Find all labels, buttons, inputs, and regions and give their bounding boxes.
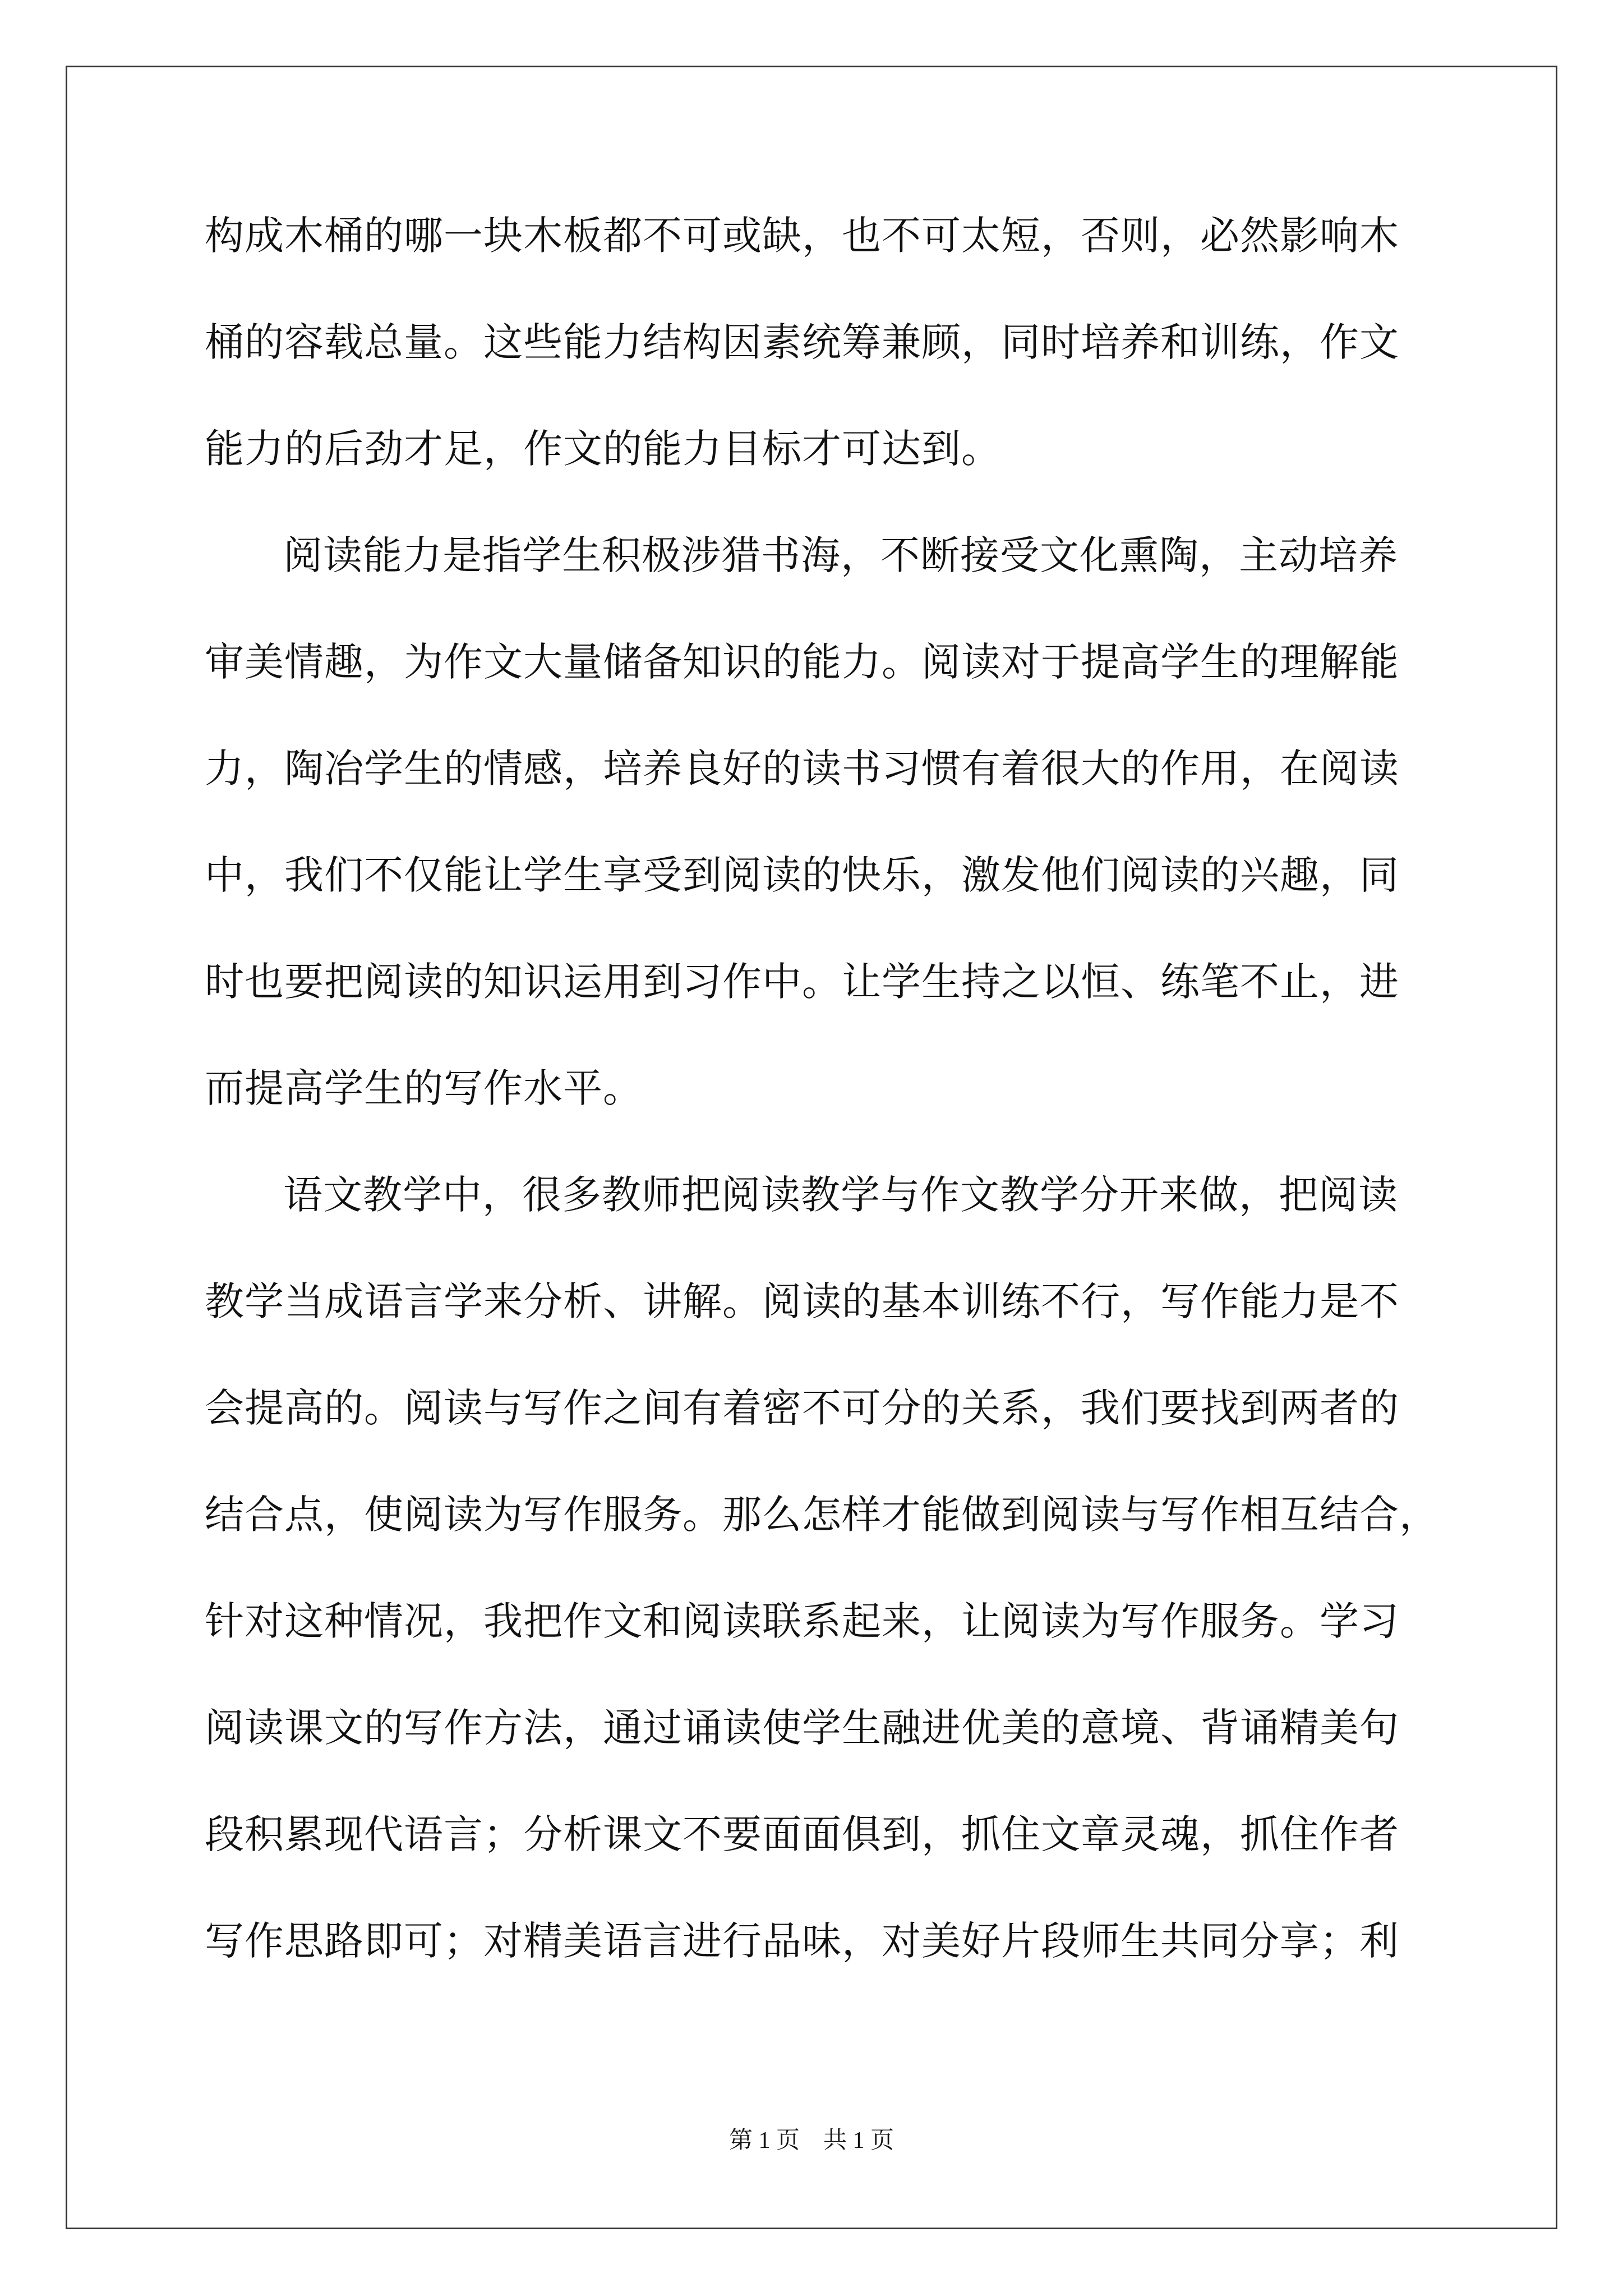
text-line: 会提高的。阅读与写作之间有着密不可分的关系，我们要找到两者的 bbox=[205, 1385, 1399, 1431]
text-line: 段积累现代语言；分析课文不要面面俱到，抓住文章灵魂，抓住作者 bbox=[205, 1811, 1399, 1857]
text-line: 中，我们不仅能让学生享受到阅读的快乐，激发他们阅读的兴趣，同 bbox=[205, 852, 1399, 898]
text-line: 而提高学生的写作水平。 bbox=[205, 1065, 643, 1111]
text-line: 审美情趣，为作文大量储备知识的能力。阅读对于提高学生的理解能 bbox=[205, 639, 1399, 685]
paragraph-start-line: 语文教学中，很多教师把阅读教学与作文教学分开来做，把阅读 bbox=[283, 1172, 1398, 1218]
text-line: 针对这种情况，我把作文和阅读联系起来，让阅读为写作服务。学习 bbox=[205, 1598, 1399, 1644]
text-line: 写作思路即可；对精美语言进行品味，对美好片段师生共同分享；利 bbox=[205, 1918, 1399, 1964]
text-line: 桶的容载总量。这些能力结构因素统筹兼顾，同时培养和训练，作文 bbox=[205, 319, 1399, 365]
text-line: 能力的后劲才足，作文的能力目标才可达到。 bbox=[205, 426, 1001, 472]
text-line: 力，陶冶学生的情感，培养良好的读书习惯有着很大的作用，在阅读 bbox=[205, 746, 1399, 792]
paragraph-start-line: 阅读能力是指学生积极涉猎书海，不断接受文化熏陶，主动培养 bbox=[283, 532, 1398, 578]
text-line: 阅读课文的写作方法，通过诵读使学生融进优美的意境、背诵精美句 bbox=[205, 1705, 1399, 1751]
document-body bbox=[205, 213, 1439, 2028]
text-line: 结合点，使阅读为写作服务。那么怎样才能做到阅读与写作相互结合， bbox=[205, 1492, 1439, 1538]
text-line: 构成木桶的哪一块木板都不可或缺，也不可太短，否则，必然影响木 bbox=[205, 213, 1399, 259]
text-line: 教学当成语言学来分析、讲解。阅读的基本训练不行，写作能力是不 bbox=[205, 1278, 1399, 1324]
page-number-footer: 第 1 页 共 1 页 bbox=[728, 2128, 894, 2154]
text-line: 时也要把阅读的知识运用到习作中。让学生持之以恒、练笔不止，进 bbox=[205, 959, 1399, 1005]
